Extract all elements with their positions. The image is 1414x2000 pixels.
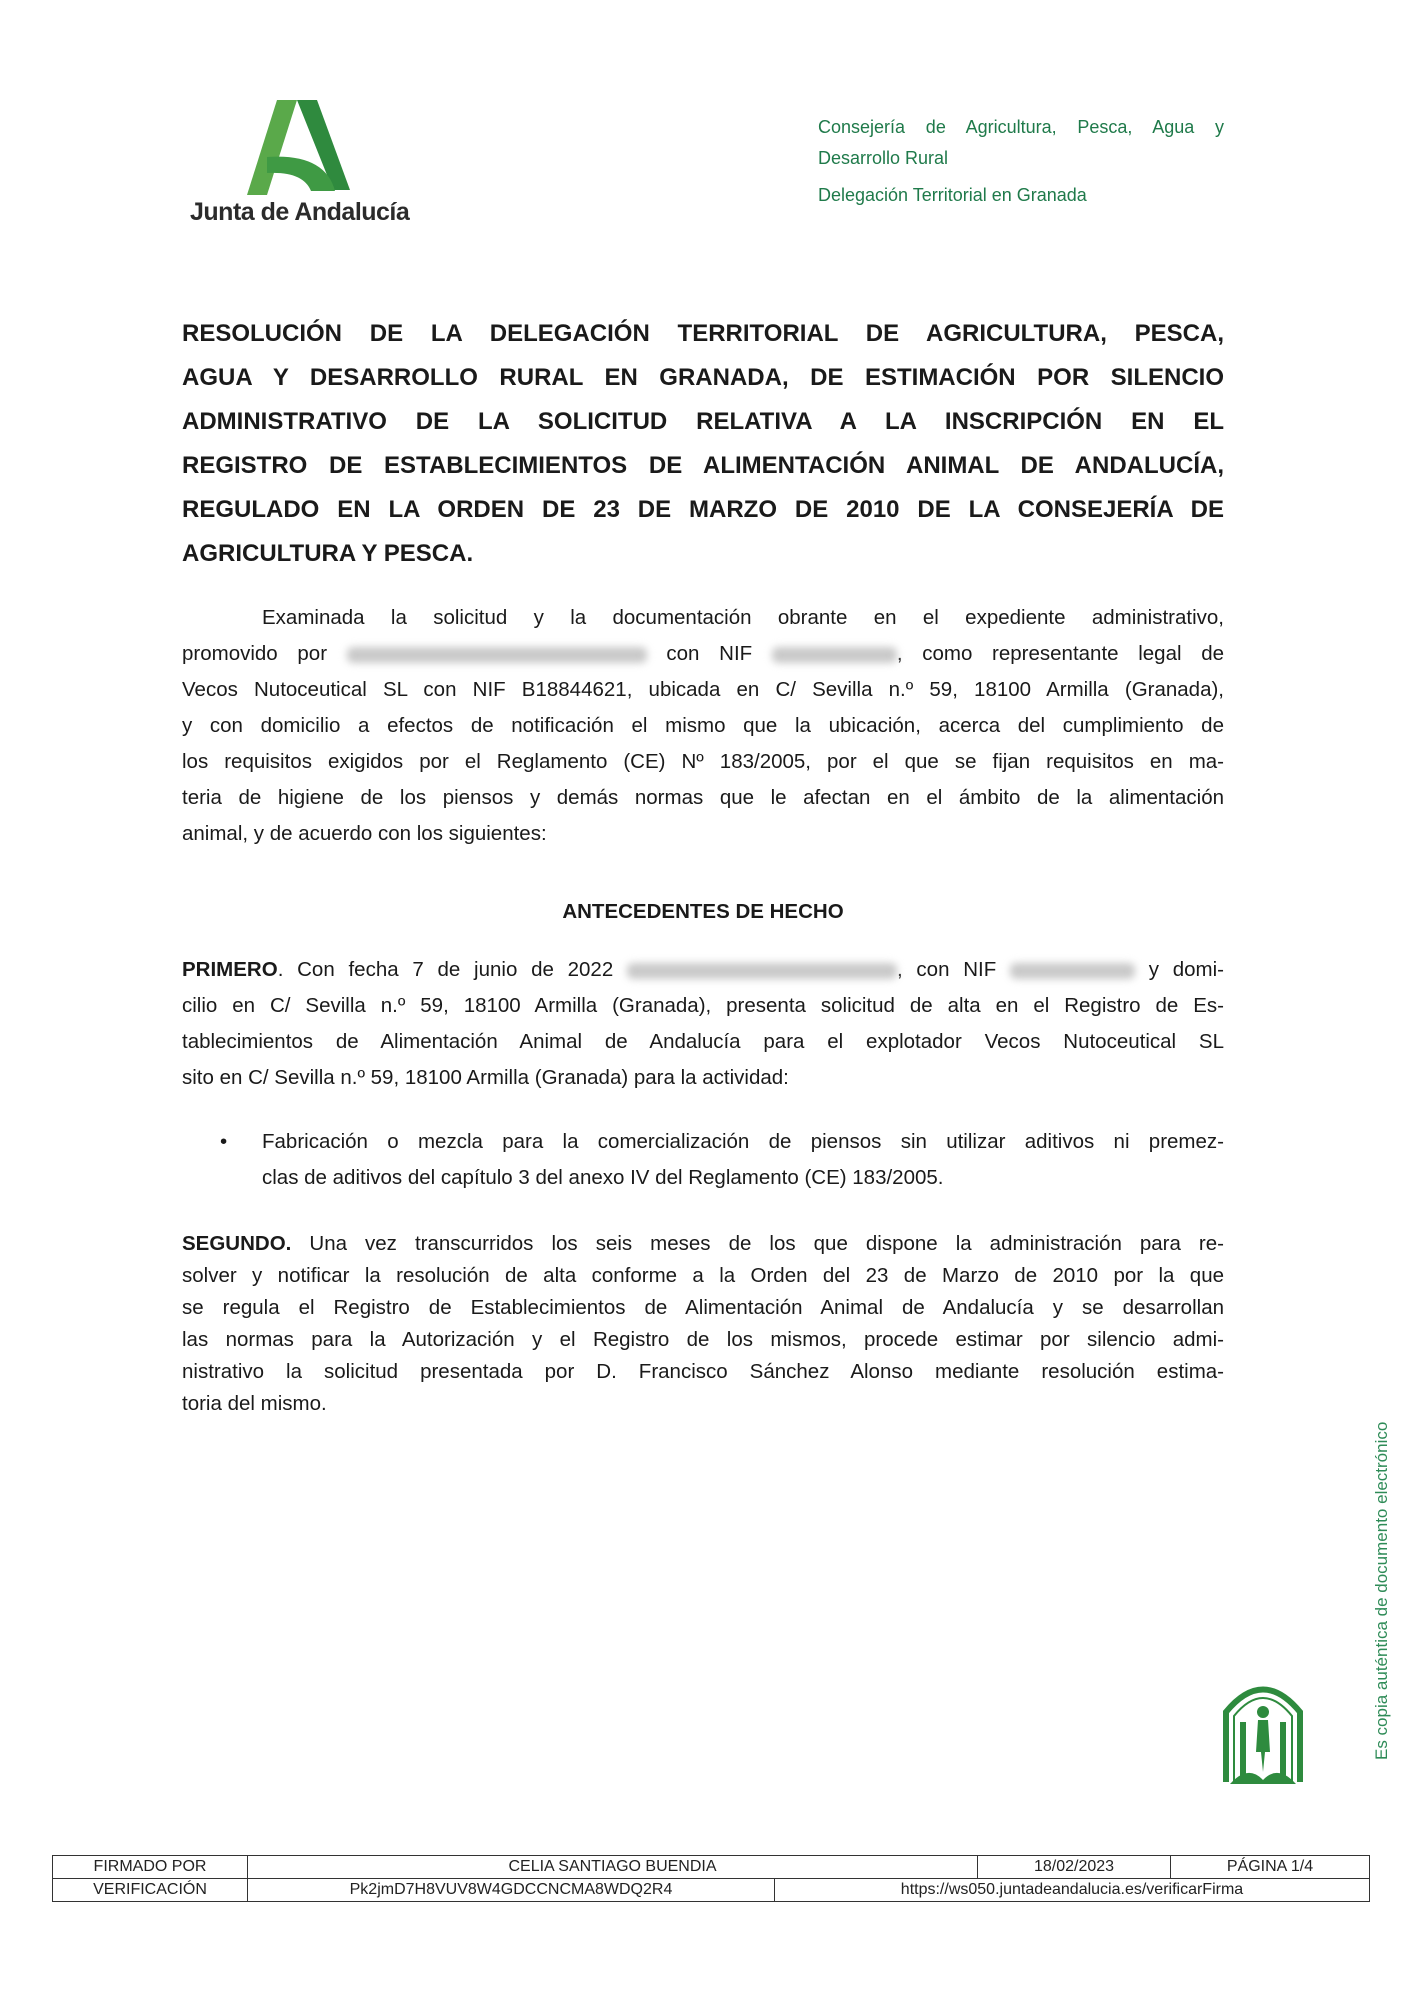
text: , como representante legal de — [896, 642, 1225, 665]
text-line: animal, y de acuerdo con los siguientes: — [182, 822, 547, 845]
logo-text: Junta de Andalucía — [190, 198, 410, 226]
title-line: REGISTRO DE ESTABLECIMIENTOS DE ALIMENTACIÓN ANIMAL DE ANDALUCÍA, — [182, 452, 1224, 479]
text-line: clas de aditivos del capítulo 3 del anexo IV del Reglamento (CE) 183/2005. — [262, 1166, 944, 1189]
title-line: REGULADO EN LA ORDEN DE 23 DE MARZO DE 2010 DE LA CONSEJERÍA DE — [182, 496, 1224, 523]
text: con NIF — [666, 642, 753, 665]
verification-code: Pk2jmD7H8VUV8W4GDCCNCMA8WDQ2R4 — [248, 1879, 775, 1902]
text-line: los requisitos exigidos por el Reglamento (CE) Nº 183/2005, por el que se fijan requisitos en ma- — [182, 750, 1224, 773]
text-line: las normas para la Autorización y el Registro de los mismos, procede estimar por silencio admi- — [182, 1328, 1224, 1351]
text-line — [182, 636, 1224, 672]
text-line: sito en C/ Sevilla n.º 59, 18100 Armilla (Granada) para la actividad: — [182, 1066, 789, 1089]
text-line: se regula el Registro de Establecimientos de Alimentación Animal de Andalucía y se desarrollan — [182, 1296, 1224, 1319]
signature-footer-table — [52, 1855, 1370, 1902]
text: , con NIF — [896, 958, 997, 981]
text: y domi- — [1148, 958, 1224, 981]
title-line: AGRICULTURA Y PESCA. — [182, 540, 474, 567]
delegation-name: Delegación Territorial en Granada — [818, 185, 1087, 205]
department-header — [818, 112, 1224, 211]
section-heading: ANTECEDENTES DE HECHO — [562, 900, 844, 923]
text-line: Examinada la solicitud y la documentación obrante en el expediente administrativo, — [262, 606, 1224, 629]
text-line: nistrativo la solicitud presentada por D. Francisco Sánchez Alonso mediante resolución estima- — [182, 1360, 1224, 1383]
signer-name: CELIA SANTIAGO BUENDIA — [248, 1856, 978, 1879]
title-line: AGUA Y DESARROLLO RURAL EN GRANADA, DE ESTIMACIÓN POR SILENCIO — [182, 364, 1224, 391]
ministry-name-cont: Desarrollo Rural — [818, 148, 949, 168]
text-line: y con domicilio a efectos de notificación el mismo que la ubicación, acerca del cumplimiento de — [182, 714, 1224, 737]
redacted-nif — [772, 647, 897, 663]
andalucia-coat-of-arms-icon — [1218, 1672, 1308, 1792]
bullet-icon: • — [220, 1130, 228, 1153]
label: PRIMERO — [182, 958, 278, 981]
text-line — [182, 1228, 1224, 1260]
text-line — [182, 952, 1224, 988]
resolution-title — [182, 312, 1224, 576]
text-line: Vecos Nutoceutical SL con NIF B18844621, ubicada en C/ Sevilla n.º 59, 18100 Armilla (Granada), — [182, 678, 1224, 701]
text-line: solver y notificar la resolución de alta conforme a la Orden del 23 de Marzo de 2010 por la que — [182, 1264, 1224, 1287]
text: Una vez transcurridos los seis meses de los que dispone la administración para re- — [309, 1232, 1224, 1255]
text-line: toria del mismo. — [182, 1392, 327, 1415]
text: promovido por — [182, 642, 328, 665]
signed-by-label: FIRMADO POR — [53, 1856, 248, 1879]
redacted-name — [627, 963, 897, 979]
signature-date: 18/02/2023 — [978, 1856, 1171, 1879]
authentic-copy-note: Es copia auténtica de documento electrónico — [1372, 1421, 1391, 1760]
text: . Con fecha 7 de junio de 2022 — [277, 958, 614, 981]
ministry-name: Consejería de Agricultura, Pesca, Agua y — [818, 117, 1224, 137]
verification-url[interactable]: https://ws050.juntadeandalucia.es/verificarFirma — [775, 1879, 1370, 1902]
title-line: RESOLUCIÓN DE LA DELEGACIÓN TERRITORIAL DE AGRICULTURA, PESCA, — [182, 320, 1224, 347]
verification-label: VERIFICACIÓN — [53, 1879, 248, 1902]
segundo-paragraph — [182, 1228, 1224, 1420]
label: SEGUNDO. — [182, 1232, 292, 1255]
text-line: tablecimientos de Alimentación Animal de Andalucía para el explotador Vecos Nutoceutical SL — [182, 1030, 1224, 1053]
text-line: teria de higiene de los piensos y demás normas que le afectan en el ámbito de la alimentación — [182, 786, 1224, 809]
text-line: Fabricación o mezcla para la comercialización de piensos sin utilizar aditivos ni premez- — [262, 1130, 1224, 1153]
page-number: PÁGINA 1/4 — [1171, 1856, 1370, 1879]
activity-list — [182, 1124, 1224, 1196]
redacted-name — [347, 647, 647, 663]
redacted-nif — [1010, 963, 1135, 979]
primero-paragraph — [182, 952, 1224, 1096]
title-line: ADMINISTRATIVO DE LA SOLICITUD RELATIVA A LA INSCRIPCIÓN EN EL — [182, 408, 1224, 435]
intro-paragraph — [182, 600, 1224, 852]
text-line: cilio en C/ Sevilla n.º 59, 18100 Armilla (Granada), presenta solicitud de alta en el Registro de Es- — [182, 994, 1224, 1017]
